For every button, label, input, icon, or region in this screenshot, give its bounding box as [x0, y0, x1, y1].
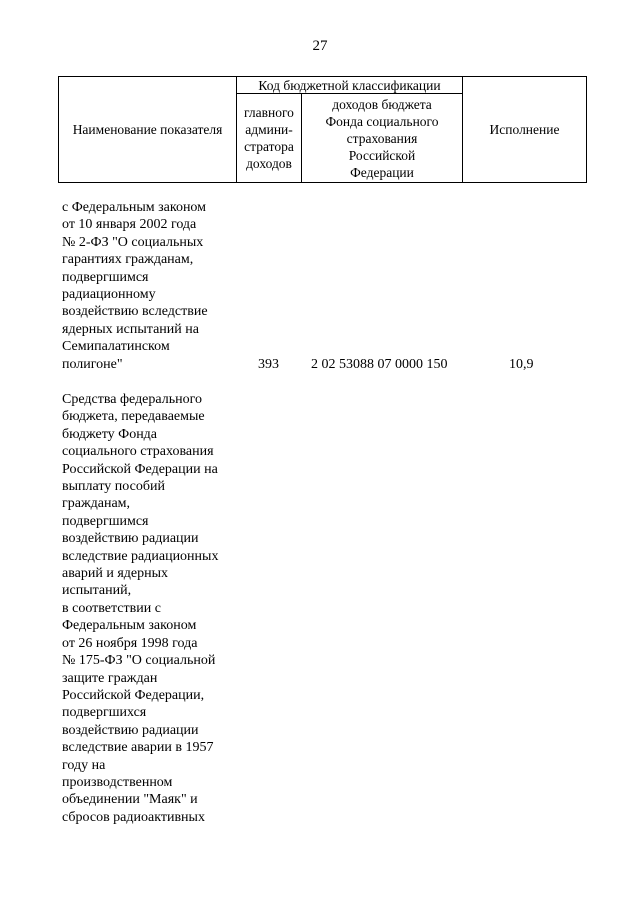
header-fund-income: доходов бюджета Фонда социального страхования Российской Федерации	[302, 94, 463, 183]
table-header	[58, 76, 587, 183]
row-1-execution: 10,9	[509, 357, 534, 372]
header-main-admin: главного админи- стратора доходов	[237, 94, 302, 183]
row-1-indicator-name: с Федеральным законом от 10 января 2002 года № 2-ФЗ "О социальных гарантиях гражданам, подвергшимся радиационному воздействию вследствие ядерных испытаний на Семипалатинском полигоне"	[62, 200, 208, 372]
header-indicator-name: Наименование показателя	[59, 77, 237, 183]
row-1-income-code: 2 02 53088 07 0000 150	[311, 357, 448, 372]
row-1-admin-code: 393	[258, 357, 279, 372]
header-budget-code-group: Код бюджетной классификации	[237, 77, 463, 94]
row-2-indicator-name: Средства федерального бюджета, передаваемые бюджету Фонда социального страхования Российской Федерации на выплату пособий гражданам, подвергшимся воздействию радиации вследствие радиационных аварий и ядерных испытаний, в соответствии с Федеральным законом от 26 ноября 1998 года № 175-ФЗ "О социальной защите граждан Российской Федерации, подвергшихся воздействию радиации вследствие аварии в 1957 году на производственном объединении "Маяк" и сбросов радиоактивных	[62, 392, 219, 825]
page-number: 27	[312, 38, 328, 54]
header-execution: Исполнение	[463, 77, 587, 183]
